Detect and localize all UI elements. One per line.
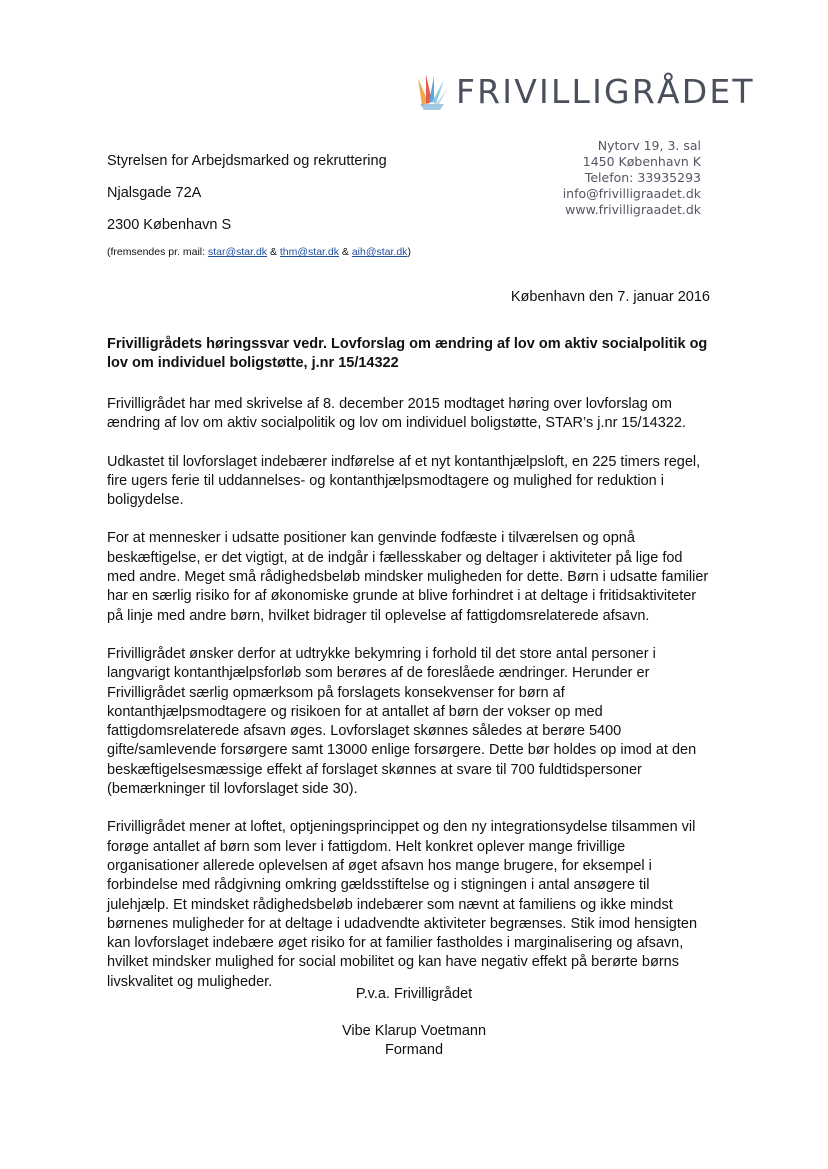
body-paragraph: Udkastet til lovforslaget indebærer indførelse af et nyt kontanthjælpsloft, en 225 timers regel, fire ugers ferie til uddannelses- og kontanthjælpsmodtagere og mulighed for reduktion i boligydelse.: [107, 453, 701, 509]
recipient-street: Njalsgade 72A: [107, 185, 202, 201]
sender-phone: Telefon: 33935293: [584, 170, 701, 185]
frivilligraadet-logo-icon: [414, 72, 450, 112]
send-note-sep2: &: [338, 246, 352, 258]
send-note-prefix: (fremsendes pr. mail:: [107, 246, 208, 258]
date-line: København den 7. januar 2016: [510, 289, 710, 305]
letterhead-logo: [414, 72, 755, 112]
body-paragraph: For at mennesker i udsatte positioner kan genvinde fodfæste i tilværelsen og opnå beskæftigelse, er det vigtigt, at de indgår i fællesskaber og deltager i aktiviteter på lige fod med andre. Meget små rådighedsbeløb mindsker muligheden for dette. Børn i udsatte familier har en særlig risiko for af økonomiske grunde at blive forhindret i at deltage i fritidsaktiviteter på linje med andre børn, hvilket bidrager til oplevelse af fattigdomsrelaterede afsavn.: [107, 530, 709, 624]
email-link-thm[interactable]: thm@star.dk: [279, 246, 339, 258]
recipient-name: Styrelsen for Arbejdsmarked og rekruttering: [107, 153, 387, 169]
send-note-suffix: ): [407, 246, 411, 258]
letter-subject: Frivilligrådets høringssvar vedr. Lovforslag om ændring af lov om aktiv socialpolitik og lov om individuel boligstøtte, j.nr 15/14322: [107, 336, 708, 371]
sender-address-line1: Nytorv 19, 3. sal: [597, 138, 701, 153]
recipient-city: 2300 København S: [107, 217, 232, 233]
sender-email: info@frivilligraadet.dk: [562, 186, 701, 201]
body-paragraph: Frivilligrådet har med skrivelse af 8. december 2015 modtaget høring over lovforslag om ændring af lov om aktiv socialpolitik og lov om individuel boligstøtte, STAR’s j.nr 15/14322.: [107, 396, 686, 432]
sender-address-line2: 1450 København K: [582, 154, 701, 169]
send-note-sep1: &: [267, 246, 280, 258]
body-paragraph: Frivilligrådet ønsker derfor at udtrykke bekymring i forhold til det store antal personer i langvarigt kontanthjælpsforløb som berøres af de foreslåede ændringer. Herunder er Frivilligrådet særlig opmærksom på forslagets konsekvenser for børn af kontanthjælpsmodtagere og risikoen for at antallet af børn der vokser op med fattigdomsrelaterede afsavn øges. Lovforslaget skønnes således at berøre 5400 gifte/samlevende forsørgere samt 13000 enlige forsørgere. Dette bør holdes op imod at den beskæftigelsesmæssige effekt af forslaget skønnes at svare til 700 fuldtidspersoner (bemærkninger til lovforslaget side 30).: [107, 645, 697, 798]
signature-name: Vibe Klarup Voetmann: [341, 1023, 487, 1039]
sender-contact-block: [563, 138, 701, 218]
logo-wordmark: FRIVILLIGRÅDET: [456, 72, 755, 111]
sender-website: www.frivilligraadet.dk: [565, 202, 701, 217]
send-note: [107, 246, 411, 258]
signature-on-behalf: P.v.a. Frivilligrådet: [355, 986, 473, 1002]
body-paragraph: Frivilligrådet mener at loftet, optjeningsprincippet og den ny integrationsydelse tilsammen vil forøge antallet af børn som lever i fattigdom. Helt konkret oplever mange frivillige organisationer allerede oplevelsen af øget afsavn hos mange brugere, for eksempel i forbindelse med rådgivning omkring gældsstiftelse og i stigningen i antal ansøgere til julehjælp. Et mindsket rådighedsbeløb indebærer som nævnt at familiens og ikke mindst børnenes muligheder for at deltage i udadvendte aktiviteter begrænses. Stik imod hensigten kan lovforslaget indebære øget risiko for at familier fastholdes i marginalisering og afsavn, hvilket mindsker mulighed for social mobilitet og kan have negativ effekt på berørte børns livskvalitet og muligheder.: [107, 819, 698, 990]
signature-title: Formand: [384, 1042, 444, 1058]
signature-block: [0, 985, 828, 1060]
email-link-star[interactable]: star@star.dk: [207, 246, 268, 258]
email-link-aih[interactable]: aih@star.dk: [351, 246, 408, 258]
recipient-address: [107, 152, 387, 248]
letter-body: [107, 395, 713, 1011]
